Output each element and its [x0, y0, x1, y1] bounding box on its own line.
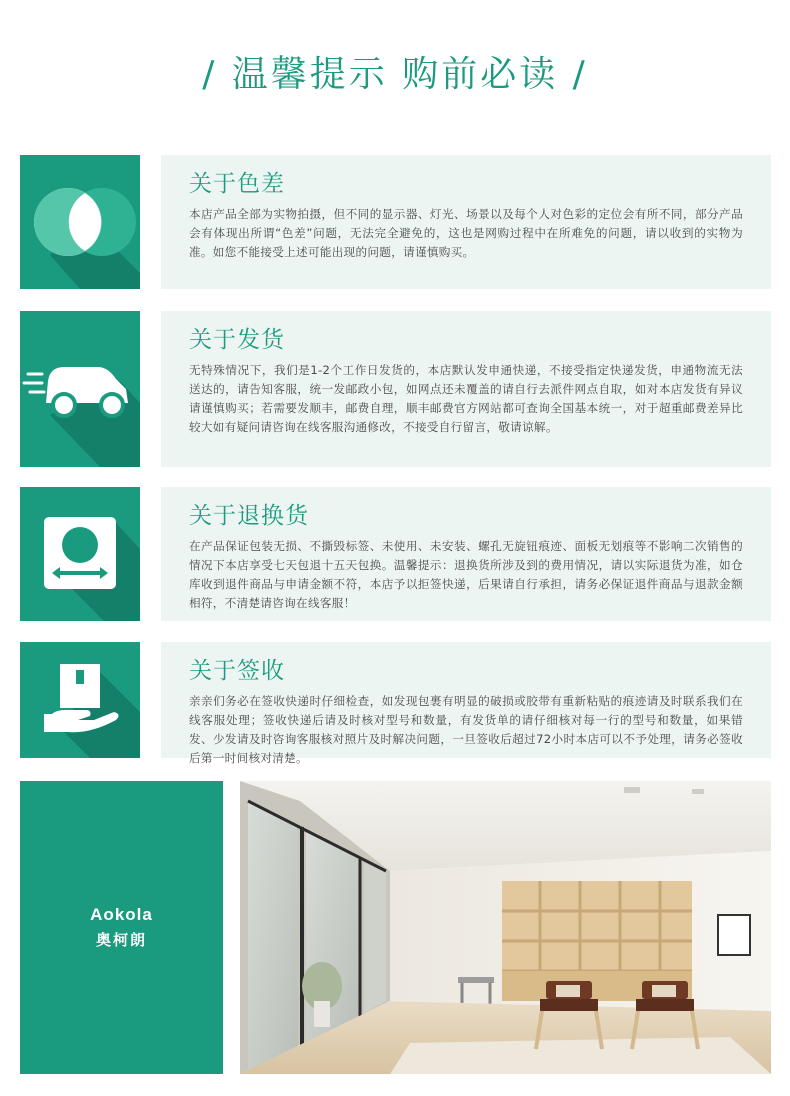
section-text-box	[161, 311, 771, 467]
section-body: 在产品保证包装无损、不撕毁标签、未使用、未安装、螺孔无旋钮痕迹、面板无划痕等不影响二次销售的情况下本店享受七天包退十五天包换。温馨提示：退换货所涉及到的费用情况，请以实际退货为准，如仓库收到退件商品与申请金额不符，本店予以拒签快递，后果请自行承担，请务必保证退件商品与退款金额相符，不清楚请咨询在线客服！	[189, 539, 743, 610]
brand-name-cn: 奥柯朗	[95, 931, 147, 949]
brand-logo-block	[20, 781, 223, 1074]
section-text-box	[161, 642, 771, 765]
section-returns	[20, 487, 771, 621]
room-interior-image	[240, 781, 771, 1074]
return-exchange-icon	[20, 487, 140, 621]
section-heading: 关于签收	[189, 658, 285, 684]
section-icon-box	[20, 311, 140, 467]
room-photo	[240, 781, 771, 1074]
section-color-difference	[20, 155, 771, 289]
color-circles-icon	[20, 155, 140, 289]
package-hand-icon	[20, 642, 140, 758]
delivery-truck-icon	[20, 311, 140, 467]
section-text-box	[161, 155, 771, 289]
page-title: / 温馨提示 购前必读 /	[202, 54, 588, 95]
section-heading: 关于退换货	[189, 503, 309, 529]
section-icon-box	[20, 642, 140, 758]
section-heading: 关于发货	[189, 327, 285, 353]
brand-name-en: Aokola	[90, 905, 153, 924]
section-icon-box	[20, 155, 140, 289]
section-body: 无特殊情况下，我们是1-2个工作日发货的，本店默认发申通快递，不接受指定快递发货，申通物流无法送达的，请告知客服，统一发邮政小包，如网点还未覆盖的请自行去派件网点自取，如对本店发货有异议请谨慎购买；若需要发顺丰，邮费自理，顺丰邮费官方网站都可查询全国基本统一，对于超重邮费差异比较大如有疑问请咨询在线客服沟通修改，不接受自行留言，敬请谅解。	[189, 363, 743, 434]
section-body: 亲亲们务必在签收快递时仔细检查，如发现包裹有明显的破损或胶带有重新粘贴的痕迹请及时联系我们在线客服处理；签收快递后请及时核对型号和数量，有发货单的请仔细核对每一行的型号和数量，如果错发、少发请及时咨询客服核对照片及时解决问题，一旦签收后超过72小时本店可以不予处理，请务必签收后第一时间核对清楚。	[189, 694, 743, 765]
section-icon-box	[20, 487, 140, 621]
section-body: 本店产品全部为实物拍摄，但不同的显示器、灯光、场景以及每个人对色彩的定位会有所不同，部分产品会有体现出所谓“色差”问题，无法完全避免的，这也是网购过程中在所难免的问题，请以收到的实物为准。如您不能接受上述可能出现的问题，请谨慎购买。	[189, 207, 743, 259]
section-receipt	[20, 642, 771, 765]
section-heading: 关于色差	[189, 171, 285, 197]
section-text-box	[161, 487, 771, 621]
section-shipping	[20, 311, 771, 467]
